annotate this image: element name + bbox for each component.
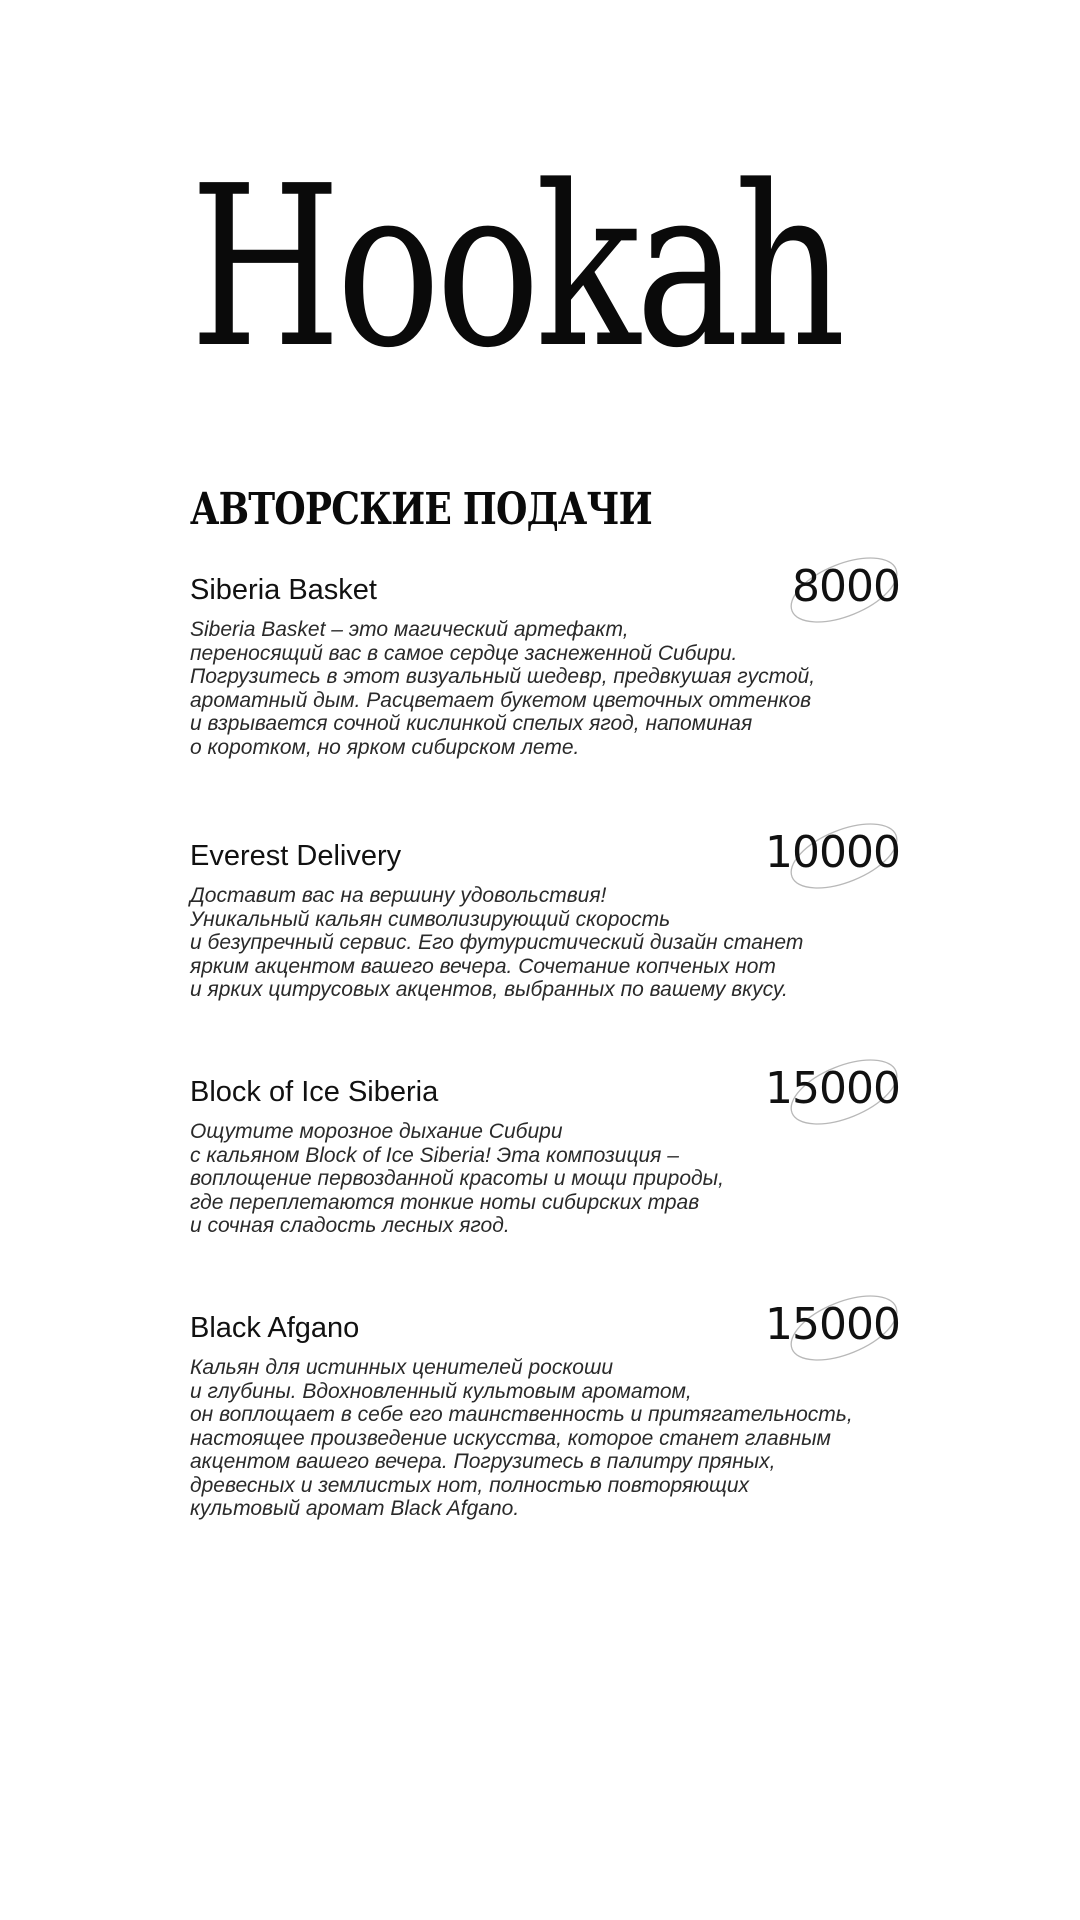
item-name: Black Afgano xyxy=(190,1312,360,1344)
item-name: Siberia Basket xyxy=(190,574,377,606)
item-price: 8000 xyxy=(792,561,900,612)
section-title: АВТОРСКИЕ ПОДАЧИ xyxy=(190,484,652,535)
price-block xyxy=(750,824,900,884)
item-description: Siberia Basket – это магический артефакт, переносящий вас в самое сердце заснеженной Сибири. Погрузитесь в этот визуальный шедевр, предвкушая густой, ароматный дым. Расцветает букетом цветочных оттенков и взрывается сочной кислинкой спелых ягод, напоминая о коротком, но ярком сибирском лете. xyxy=(190,618,816,759)
item-name: Everest Delivery xyxy=(190,840,402,872)
item-description: Ощутите морозное дыхание Сибири с кальяном Block of Ice Siberia! Эта композиция – воплощение первозданной красоты и мощи природы, где переплетаются тонкие ноты сибирских трав и сочная сладость лесных ягод. xyxy=(190,1120,724,1237)
page-title: Hookah xyxy=(190,139,842,397)
price-block xyxy=(750,1296,900,1356)
price-block xyxy=(750,1060,900,1120)
item-description: Кальян для истинных ценителей роскоши и глубины. Вдохновленный культовым ароматом, он воплощает в себе его таинственность и притягательность, настоящее произведение искусства, которое станет главным акцентом вашего вечера. Погрузитесь в палитру пряных, древесных и землистых нот, полностью повторяющих культовый аромат Black Afgano. xyxy=(190,1356,853,1520)
item-description: Доставит вас на вершину удовольствия! Уникальный кальян символизирующий скорость и безупречный сервис. Его футуристический дизайн станет ярким акцентом вашего вечера. Сочетание копченых нот и ярких цитрусовых акцентов, выбранных по вашему вкусу. xyxy=(190,884,804,1001)
item-price: 15000 xyxy=(765,1299,900,1350)
item-price: 15000 xyxy=(765,1063,900,1114)
item-price: 10000 xyxy=(765,827,900,878)
item-name: Block of Ice Siberia xyxy=(190,1076,439,1108)
price-block xyxy=(750,558,900,618)
